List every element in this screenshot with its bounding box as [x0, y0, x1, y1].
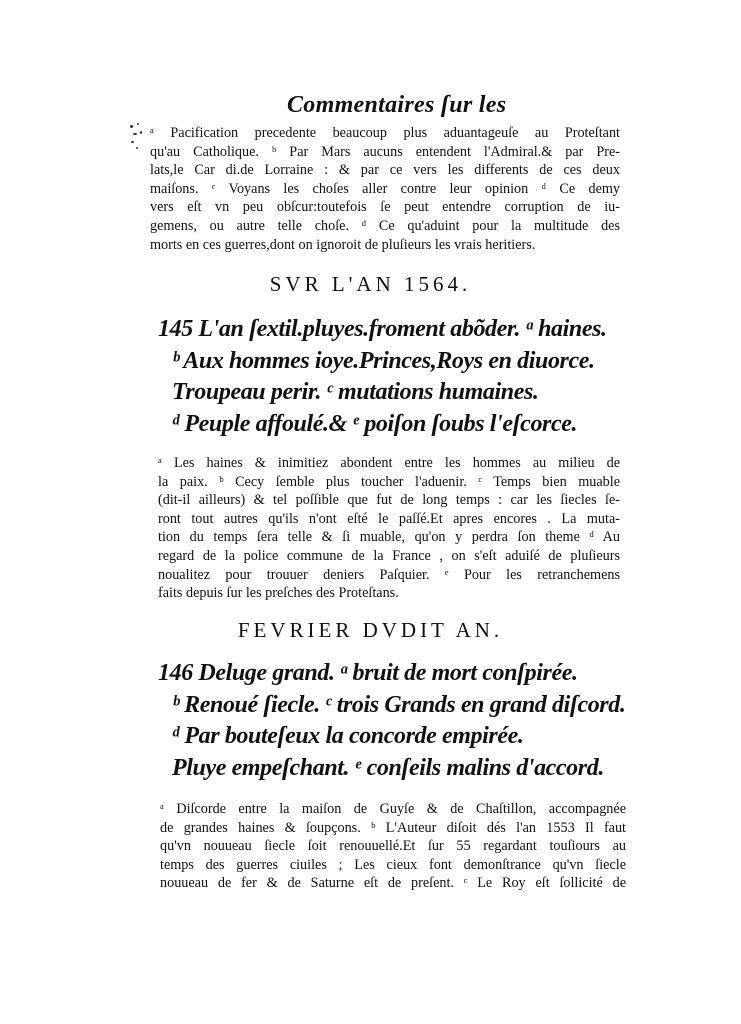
note-line: qu'au Catholique. ᵇ Par Mars aucuns entendent l'Admiral.& par Pre-: [150, 143, 620, 160]
note-line: nouueau de fer & de Saturne eſt de preſent. ᶜ Le Roy eſt ſollicité de: [160, 875, 626, 892]
note-line: ront tout autres qu'ils n'ont eſté le paſſé.Et apres encores . La muta-: [158, 510, 620, 527]
note-line: ᵃ Les haines & inimitiez abondent entre les hommes au milieu de: [158, 455, 620, 471]
note-line: faits depuis ſur les preſches des Proteſtans.: [158, 585, 399, 602]
note-line: gemens, ou autre telle choſe. ᵈ Ce qu'aduint pour la multitude des: [150, 217, 620, 234]
quatrain-146: [158, 658, 625, 784]
verse-line: ᵈ Peuple affoulé.& ᵉ poiſon ſoubs l'eſcorce.: [172, 410, 578, 437]
note-line: lats,le Car di.de Lorraine : & par ce vers les differents de ces deux: [150, 162, 620, 179]
verse-line: 145 L'an ſextil.pluyes.froment abõder. ᵃ haines.: [158, 316, 607, 342]
margin-smudge: [128, 121, 148, 155]
note-line: maiſons. ᶜ Voyans les choſes aller contre leur opinion ᵈ Ce demy: [150, 180, 620, 197]
section-heading-fevrier: FEVRIER DVDIT AN.: [237, 618, 504, 642]
note-line: ᵃ Diſcorde entre la maiſon de Guyſe & de Chaſtillon, accompagnée: [160, 801, 626, 817]
verse-line: Troupeau perir. ᶜ mutations humaines.: [172, 379, 539, 405]
note-line: ᵃ Pacification precedente beaucoup plus aduantageuſe au Proteſtant: [150, 125, 620, 141]
note-line: temps des guerres ciuiles ; Les cieux font demonſtrance qu'vn ſiecle: [160, 856, 626, 873]
note-line: de grandes haines & ſoupçons. ᵇ L'Auteur diſoit dés l'an 1553 Il faut: [160, 819, 626, 836]
commentary-notes-1: [150, 124, 620, 254]
note-line: vers eſt vn peu obſcur:toutefois ſe peut entendre corruption de iu-: [150, 199, 620, 216]
note-line: tion du temps ſera telle & ſi muable, qu'on y perdra ſon theme ᵈ Au: [158, 529, 620, 546]
quatrain-145: [158, 314, 607, 440]
section-heading-1564: SVR L'AN 1564.: [269, 272, 472, 296]
note-line: morts en ces guerres,dont on ignoroit de pluſieurs les vrais heritiers.: [150, 236, 536, 253]
note-line: regard de la police commune de la France , on s'eſt aduiſé de pluſieurs: [158, 547, 620, 564]
running-head: Commentaires ſur les: [287, 92, 507, 118]
verse-line: 146 Deluge grand. ᵃ bruit de mort conſpirée.: [158, 660, 578, 686]
commentary-notes-3: [160, 800, 626, 893]
note-line: la paix. ᵇ Cecy ſemble plus toucher l'aduenir. ᶜ Temps bien muable: [158, 473, 620, 490]
commentary-notes-2: [158, 454, 620, 603]
verse-line: ᵇ Renoué ſiecle. ᶜ trois Grands en grand diſcord.: [172, 691, 626, 718]
verse-line: ᵇ Aux hommes ioye.Princes,Roys en diuorce.: [172, 347, 595, 374]
note-line: qu'vn nouueau ſiecle ſoit renouuellé.Et ſur 55 regardant touſiours au: [160, 838, 626, 855]
note-line: noualitez pour trouuer deniers Paſquier. ᵉ Pour les retranchemens: [158, 566, 620, 583]
note-line: (dit-il ailleurs) & tel poſſible que fut de long temps : car les ſiecles ſe-: [158, 492, 620, 509]
verse-line: ᵈ Par bouteſeux la concorde empirée.: [172, 723, 524, 749]
verse-line: Pluye empeſchant. ᵉ conſeils malins d'accord.: [172, 754, 604, 781]
